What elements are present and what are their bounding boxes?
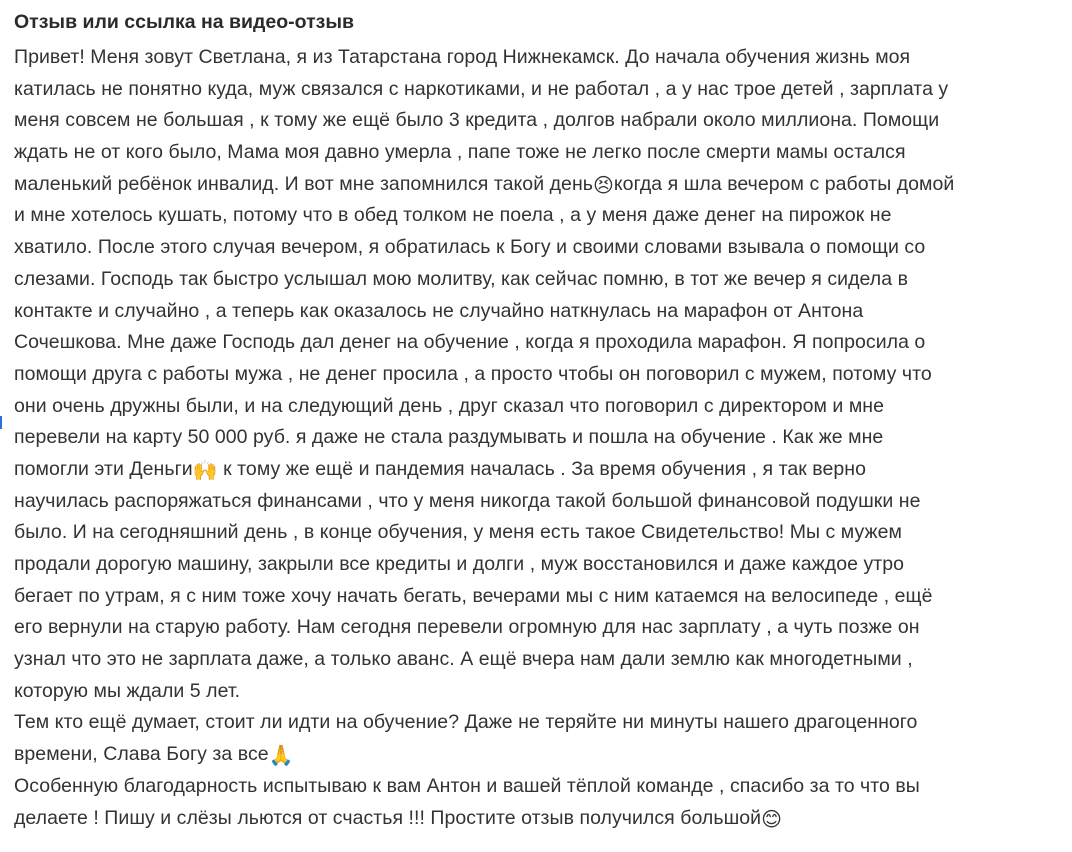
review-line: его вернули на старую работу. Нам сегодня перевели огромную для нас зарплату , а чуть позже он [14,616,920,639]
review-line: было. И на сегодняшний день , в конце обучения, у меня есть такое Свидетельство! Мы с мужем [14,521,902,544]
review-line: контакте и случайно , а теперь как оказалось не случайно наткнулась на марафон от Антона [14,299,864,322]
review-line: Особенную благодарность испытываю к вам Антон и вашей тёплой команде , спасибо за то что вы [14,774,920,797]
review-text [14,42,1058,834]
review-line: ждать не от кого было, Мама моя давно умерла , папе тоже не легко после смерти мамы остался [14,141,906,164]
folded-hands-icon: 🙏 [268,743,294,768]
text-cursor [0,416,2,429]
review-line: помощи друга с работы мужа , не денег просила , а просто чтобы он поговорил с мужем, потому что [14,362,932,385]
review-line: перевели на карту 50 000 руб. я даже не стала раздумывать и пошла на обучение . Как же мне [14,426,884,449]
review-line: меня совсем не большая , к тому же ещё было 3 кредита , долгов набрали около миллиона. Помощи [14,109,940,132]
review-line: Тем кто ещё думает, стоит ли идти на обучение? Даже не теряйте ни минуты нашего драгоценного [14,711,918,734]
review-line: маленький ребёнок инвалид. И вот мне запомнился такой день😣когда я шла вечером с работы домой [14,172,955,197]
review-line: бегает по утрам, я с ним тоже хочу начать бегать, вечерами мы с ним катаемся на велосипеде , ещё [14,584,933,607]
review-line: продали дорогую машину, закрыли все кредиты и долги , муж восстановился и даже каждое утро [14,553,905,575]
review-line: Привет! Меня зовут Светлана, я из Татарстана город Нижнекамск. До начала обучения жизнь моя [14,46,911,68]
review-line: слезами. Господь так быстро услышал мою молитву, как сейчас помню, в тот же вечер я сидела в [14,267,908,290]
review-line: они очень дружны были, и на следующий день , друг сказал что поговорил с директором и мне [14,394,885,417]
review-line: которую мы ждали 5 лет. [14,679,241,702]
review-line: делаете ! Пишу и слёзы льются от счастья !!! Простите отзыв получился большой😊 [14,806,783,831]
raising-hands-icon: 🙌 [192,457,218,482]
review-line: помогли эти Деньги🙌 к тому же ещё и пандемия началась . За время обучения , я так верно [14,457,866,482]
review-line: научилась распоряжаться финансами , что у меня никогда такой большой финансовой подушки не [14,489,921,512]
review-line: хватило. После этого случая вечером, я обратилась к Богу и своими словами взывала о помощи со [14,236,926,259]
review-line: времени, Слава Богу за все🙏 [14,743,294,768]
review-line: и мне хотелось кушать, потому что в обед толком не поела , а у меня даже денег на пирожок не [14,204,892,227]
smiling-face-icon: 😊 [761,806,783,831]
review-heading: Отзыв или ссылка на видео-отзыв [14,11,354,33]
review-line: катилась не понятно куда, муж связался с наркотиками, и не работал , а у нас трое детей , зарплата у [14,77,949,100]
review-line: узнал что это не зарплата даже, а только аванс. А ещё вчера нам дали землю как многодетными , [14,648,913,671]
persevering-face-icon: 😣 [592,172,614,197]
review-line: Сочешкова. Мне даже Господь дал денег на обучение , когда я проходила марафон. Я попросила о [14,331,926,354]
